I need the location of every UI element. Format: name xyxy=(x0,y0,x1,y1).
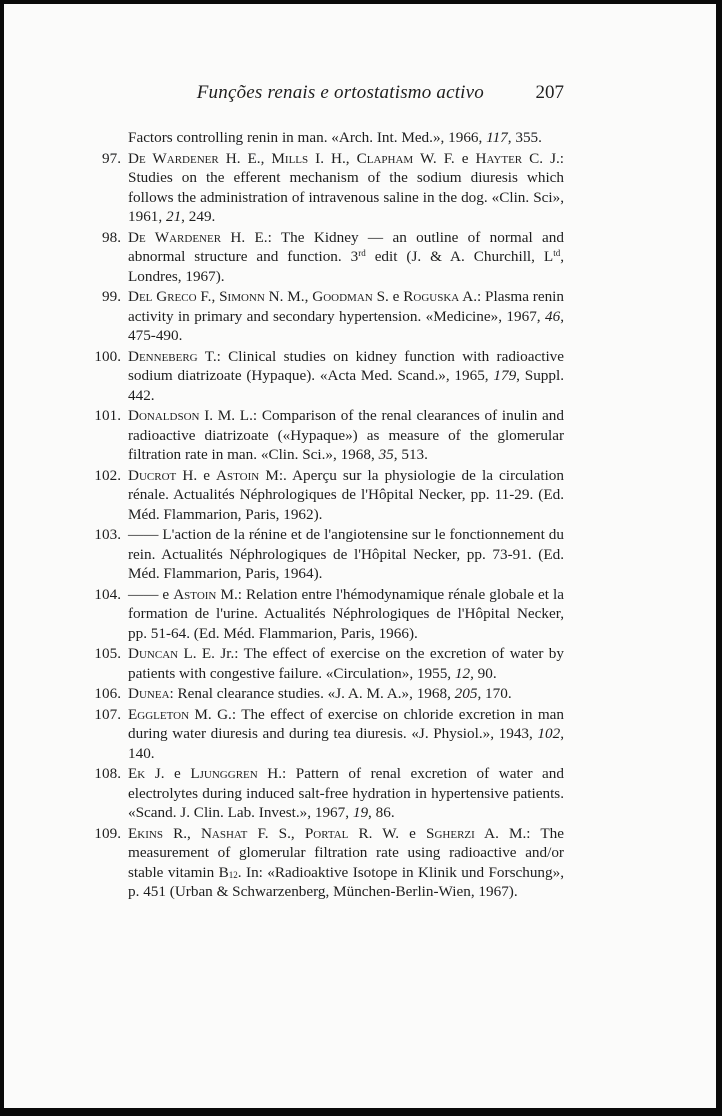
reference-text: , 140. xyxy=(128,725,564,762)
reference-number: 102. xyxy=(94,466,121,484)
author-name: Del Greco xyxy=(128,288,197,305)
reference-entry xyxy=(102,149,565,227)
reference-number: 109. xyxy=(94,824,121,842)
reference-text: edit (J. & A. Churchill, L xyxy=(365,248,554,265)
reference-text: , 170. xyxy=(477,685,512,702)
author-name: Goodman xyxy=(312,288,373,305)
reference-number: 99. xyxy=(102,288,121,305)
author-name: Denneberg xyxy=(128,347,198,365)
reference-text: , Londres, 1967). xyxy=(128,248,564,285)
author-name: Donaldson xyxy=(128,407,200,424)
author-name: Astoin xyxy=(173,585,217,603)
reference-entry xyxy=(94,466,564,525)
author-name: Sgherzi xyxy=(426,824,475,842)
author-name: De Wardener xyxy=(128,149,219,167)
author-name: Hayter xyxy=(475,149,523,167)
volume-number: 117 xyxy=(486,129,508,146)
reference-text: R. W. e xyxy=(348,824,427,842)
reference-number: 108. xyxy=(94,765,121,782)
reference-text: rd xyxy=(358,248,366,258)
reference-text: A.: Plasma renin activity in primary and secondary hypertension. «Medicine», 1967, xyxy=(128,288,564,325)
author-name: Ek xyxy=(128,765,146,782)
reference-text: M:. Aperçu sur la physiologie de la circulation rénale. Actualités Néphrologiques de l'Hôpital Necker, pp. 11-29. (Ed. Méd. Flammarion, Paris, 1962). xyxy=(128,466,564,523)
reference-text: , 249. xyxy=(181,208,216,225)
reference-number: 101. xyxy=(94,407,121,424)
author-name: Mills xyxy=(271,149,309,167)
reference-text: J. e xyxy=(145,765,191,782)
author-name: Eggleton xyxy=(128,705,190,723)
volume-number: 21 xyxy=(165,208,182,225)
reference-number: 106. xyxy=(94,685,121,702)
reference-entry xyxy=(94,705,564,764)
author-name: Clapham xyxy=(356,149,414,167)
reference-number: 105. xyxy=(94,645,121,662)
reference-text: F. S., xyxy=(247,824,305,842)
reference-entry xyxy=(94,684,564,704)
author-name: Nashat xyxy=(200,824,248,842)
volume-number: 179 xyxy=(493,367,517,384)
reference-text: I. H., xyxy=(308,149,357,167)
reference-text: , 513. xyxy=(393,446,428,463)
author-name: Ducrot xyxy=(128,466,177,484)
reference-text: . In: «Radioaktive Isotope in Klinik und Forschung», p. 451 (Urban & Schwarzenberg, München-Berlin-Wien, 1967). xyxy=(128,863,564,900)
reference-text: M. G.: The effect of exercise on chloride excretion in man during water diuresis and during tea diuresis. «J. Physiol.», 1943, xyxy=(128,705,564,742)
reference-entry xyxy=(102,228,564,287)
reference-entry xyxy=(94,644,564,683)
author-name: Ljunggren xyxy=(190,765,258,782)
reference-text: , Suppl. 442. xyxy=(128,367,564,404)
reference-text: td xyxy=(553,248,561,258)
volume-number: 102 xyxy=(537,725,561,742)
volume-number: 205 xyxy=(454,685,478,702)
author-name: Simonn xyxy=(219,288,265,305)
author-name: Astoin xyxy=(216,466,260,484)
volume-number: 46 xyxy=(545,307,561,325)
running-header xyxy=(4,82,716,112)
author-name: Portal xyxy=(304,824,349,842)
reference-text: 12 xyxy=(228,869,238,880)
reference-text: S. e xyxy=(372,288,404,305)
reference-text: H. E.: The Kidney — an outline of normal and abnormal structure and function. 3 xyxy=(128,228,564,265)
reference-number: 107. xyxy=(94,705,121,723)
reference-text: C. J.: Studies on the efferent mechanism of the sodium diuresis which follows the administration of intravenous saline in the dog. «Clin. Sci», 1961, xyxy=(128,149,565,225)
author-name: De Wardener xyxy=(128,228,222,246)
reference-entry xyxy=(128,128,564,148)
author-name: Roguska xyxy=(403,288,460,305)
reference-text: H.: Pattern of renal excretion of water and electrolytes during induced salt-free hydration in hypertensive patients. «Scand. J. Clin. Lab. Invest.», 1967, xyxy=(128,765,564,821)
volume-number: 12 xyxy=(454,664,471,682)
reference-number: 97. xyxy=(102,149,121,167)
reference-number: 100. xyxy=(94,347,121,365)
reference-text: : Renal clearance studies. «J. A. M. A.», 1968, xyxy=(169,685,455,702)
reference-text: H. E., xyxy=(218,149,272,167)
reference-text: M.: Relation entre l'hémodynamique rénale globale et la formation de l'urine. Actualités Néphrologiques de l'Hôpital Necker, pp. 51-64. (Ed. Méd. Flammarion, Paris, 1966). xyxy=(128,585,564,642)
reference-number: 103. xyxy=(94,526,121,543)
author-name: Dunea xyxy=(128,685,170,702)
reference-text: A. M.: The measurement of glomerular filtration rate using radioactive and/or stable vitamin B xyxy=(128,824,564,881)
reference-entry xyxy=(94,525,564,584)
reference-entry xyxy=(94,347,564,406)
reference-number: 98. xyxy=(102,228,121,246)
author-name: Ekins xyxy=(128,824,163,842)
reference-text: Factors controlling renin in man. «Arch. Int. Med.», 1966, xyxy=(128,129,487,146)
page-number: 207 xyxy=(535,82,564,103)
volume-number: 35 xyxy=(378,446,394,463)
reference-text: R., xyxy=(162,824,201,842)
reference-text: —— e xyxy=(128,585,174,603)
reference-text: W. F. e xyxy=(413,149,476,167)
reference-text: , 475-490. xyxy=(128,307,564,344)
reference-text: , 86. xyxy=(368,804,395,821)
reference-list xyxy=(4,128,716,902)
volume-number: 19 xyxy=(352,804,369,821)
reference-text: F., xyxy=(196,288,220,305)
reference-text: , 90. xyxy=(470,664,497,682)
reference-entry xyxy=(94,764,564,823)
reference-entry xyxy=(102,287,564,346)
reference-number: 104. xyxy=(94,585,121,603)
reference-text: H. e xyxy=(176,466,217,484)
reference-text: —— L'action de la rénine et de l'angiotensine sur le fonctionnement du rein. Actualités Néphrologiques de l'Hôpital Necker, pp. 73-91. (Ed. Méd. Flammarion, Paris, 1964). xyxy=(128,526,564,582)
reference-text: I. M. L.: Comparison of the renal clearances of inulin and radioactive diatrizoate («Hypaque») as measure of the glomerular filtration rate in man. «Clin. Sci.», 1968, xyxy=(128,407,564,463)
author-name: Duncan xyxy=(128,645,179,662)
reference-text: N. M., xyxy=(264,288,313,305)
reference-entry xyxy=(94,824,564,902)
document-page xyxy=(4,4,716,1108)
reference-text: T.: Clinical studies on kidney function with radioactive sodium diatrizoate (Hypaque). «Acta Med. Scand.», 1965, xyxy=(128,347,564,384)
reference-entry xyxy=(94,585,564,644)
reference-text: L. E. Jr.: The effect of exercise on the excretion of water by patients with congestive failure. «Circulation», 1955, xyxy=(128,645,564,682)
running-title: Funções renais e ortostatismo activo xyxy=(196,82,484,103)
reference-entry xyxy=(94,406,564,465)
reference-text: , 355. xyxy=(507,129,542,146)
